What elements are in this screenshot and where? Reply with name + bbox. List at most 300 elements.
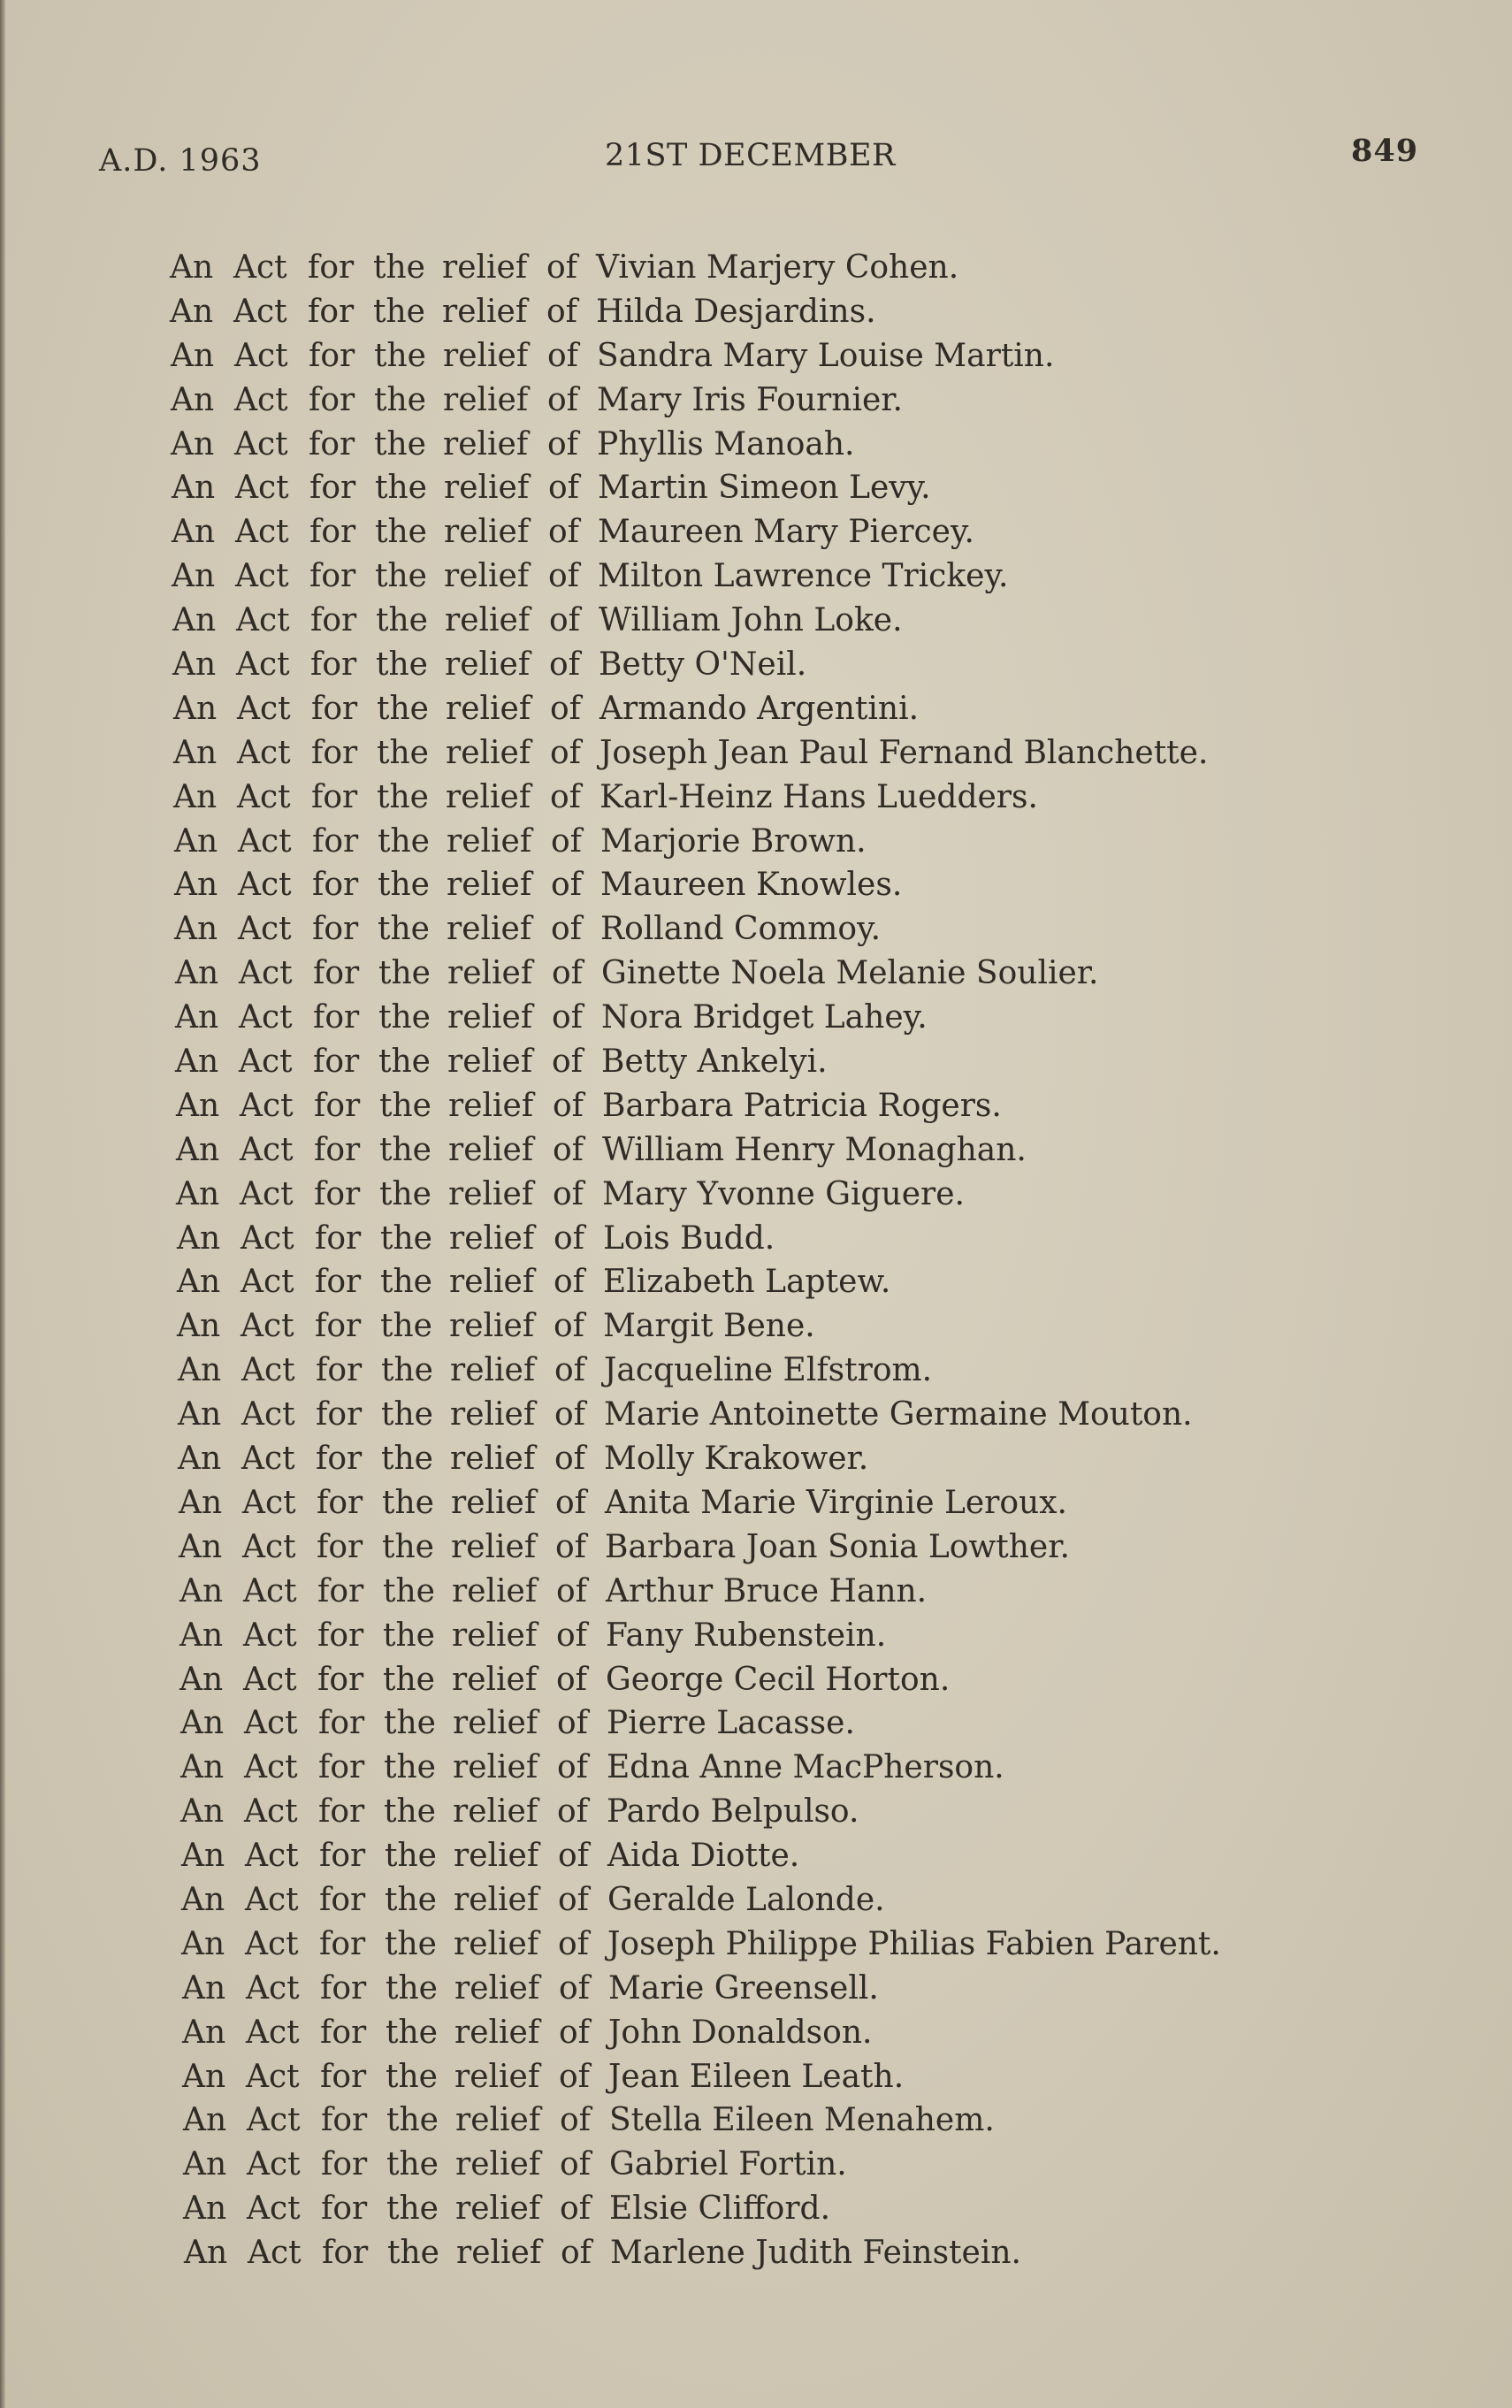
word-for: for [321,2146,368,2183]
act-entry [8,1349,1512,1393]
word-the: the [384,1749,436,1786]
word-the: the [384,1705,436,1742]
word-an: An [179,1528,223,1565]
word-the: the [375,470,427,507]
act-entry [8,1393,1512,1437]
word-an: An [176,1131,220,1168]
act-person-name: Marie Greensell. [608,1969,879,2007]
act-entry [10,1614,1512,1658]
word-for: for [310,602,357,639]
act-entry [7,1260,1512,1304]
word-of: of [559,2014,590,2051]
word-of: of [554,1396,585,1433]
word-for: for [321,2190,368,2228]
act-person-name: Rolland Commoy. [600,911,882,948]
word-the: the [379,1131,431,1168]
word-relief: relief [452,1661,538,1698]
act-person-name: Marlene Judith Feinstein. [610,2235,1021,2272]
word-an: An [178,1396,222,1433]
word-of: of [561,2235,592,2272]
word-relief: relief [448,1087,534,1124]
word-an: An [174,822,218,860]
act-entry [3,599,1512,643]
word-the: the [385,1838,437,1875]
word-of: of [553,1087,584,1124]
word-relief: relief [447,955,533,992]
act-person-name: Sandra Mary Louise Martin. [597,337,1055,374]
word-an: An [180,1749,225,1786]
act-entry [1,423,1512,467]
word-the: the [378,867,430,904]
word-the: the [386,2146,439,2183]
word-the: the [384,1793,436,1831]
word-an: An [177,1308,221,1345]
act-entry [11,1746,1512,1790]
word-the: the [376,602,428,639]
word-for: for [322,2235,369,2272]
act-person-name: Jean Eileen Leath. [608,2058,905,2095]
word-for: for [317,1484,363,1521]
word-act: Act [240,1131,294,1168]
word-act: Act [245,1881,299,1918]
word-relief: relief [452,1572,538,1609]
word-act: Act [235,514,289,551]
word-act: Act [246,2058,300,2095]
word-for: for [317,1572,364,1609]
act-entry [9,1525,1512,1570]
act-person-name: Phyllis Manoah. [597,425,855,462]
act-person-name: Molly Krakower. [604,1441,869,1478]
act-entry [13,2143,1512,2187]
word-act: Act [241,1219,294,1257]
act-person-name: Gabriel Fortin. [609,2146,847,2183]
act-entry [4,776,1512,820]
word-act: Act [233,293,287,330]
act-entry [6,1128,1512,1173]
act-entry [3,643,1512,687]
word-an: An [172,558,216,595]
word-act: Act [244,1793,298,1831]
word-for: for [314,1131,361,1168]
word-act: Act [247,2146,301,2183]
word-relief: relief [444,558,530,595]
word-of: of [558,1838,589,1875]
word-act: Act [239,955,293,992]
word-relief: relief [446,734,531,771]
word-the: the [382,1528,434,1565]
word-relief: relief [449,1308,535,1345]
word-of: of [560,2190,591,2228]
act-person-name: George Cecil Horton. [606,1661,951,1698]
word-of: of [557,1705,588,1742]
act-entry [5,952,1512,996]
word-relief: relief [442,293,528,330]
word-for: for [309,381,355,418]
word-the: the [386,2014,438,2051]
word-for: for [309,558,356,595]
word-relief: relief [450,1352,536,1389]
act-list [0,246,1512,2275]
word-of: of [552,955,583,992]
word-the: the [385,1925,437,1962]
word-act: Act [247,2102,301,2139]
word-the: the [375,558,427,595]
word-act: Act [241,1396,295,1433]
word-act: Act [241,1264,294,1301]
word-of: of [546,249,577,286]
word-act: Act [233,249,287,286]
word-relief: relief [447,911,532,948]
word-act: Act [247,2190,301,2228]
word-act: Act [242,1484,296,1521]
word-the: the [386,2058,438,2095]
word-for: for [308,249,355,286]
word-relief: relief [454,1838,539,1875]
word-the: the [373,293,425,330]
word-act: Act [244,1749,298,1786]
word-an: An [179,1617,224,1654]
word-for: for [308,293,355,330]
word-the: the [378,1043,431,1081]
word-relief: relief [456,2235,542,2272]
word-relief: relief [451,1484,537,1521]
word-the: the [377,778,429,815]
word-act: Act [235,470,289,507]
word-an: An [171,425,215,462]
act-person-name: William Henry Monaghan. [602,1131,1027,1168]
word-act: Act [242,1528,296,1565]
word-act: Act [237,734,291,771]
word-of: of [554,1308,584,1345]
word-relief: relief [447,1043,533,1081]
act-entry [4,863,1512,907]
word-relief: relief [445,646,531,684]
word-relief: relief [450,1396,536,1433]
word-an: An [179,1484,223,1521]
word-an: An [171,337,215,374]
word-of: of [548,514,579,551]
word-an: An [178,1441,222,1478]
word-an: An [181,1838,225,1875]
word-act: Act [240,1087,294,1124]
word-act: Act [248,2235,302,2272]
word-for: for [309,337,355,374]
word-act: Act [243,1572,297,1609]
word-the: the [381,1396,433,1433]
word-an: An [172,646,217,684]
act-person-name: Jacqueline Elfstrom. [604,1352,933,1389]
word-for: for [317,1617,364,1654]
word-act: Act [236,646,290,684]
word-an: An [178,1352,222,1389]
word-of: of [556,1661,587,1698]
word-relief: relief [454,1925,539,1962]
word-an: An [175,999,219,1036]
word-act: Act [246,2014,300,2051]
word-act: Act [245,1925,299,1962]
word-relief: relief [454,1881,539,1918]
word-act: Act [243,1661,297,1698]
word-for: for [310,646,357,684]
word-the: the [387,2235,439,2272]
word-of: of [555,1484,586,1521]
word-act: Act [238,867,292,904]
word-relief: relief [455,2146,541,2183]
word-the: the [378,822,430,860]
word-relief: relief [455,2102,541,2139]
act-person-name: Betty O'Neil. [599,646,807,684]
act-entry [11,1878,1512,1923]
word-act: Act [244,1705,298,1742]
act-person-name: Fany Rubenstein. [606,1617,887,1654]
word-an: An [172,514,216,551]
word-for: for [316,1352,363,1389]
act-entry [4,731,1512,776]
word-of: of [550,690,581,727]
act-person-name: Vivian Marjery Cohen. [596,249,959,286]
word-the: the [374,381,426,418]
word-for: for [320,2058,367,2095]
word-act: Act [236,602,290,639]
word-relief: relief [445,602,531,639]
word-act: Act [238,911,292,948]
word-for: for [318,1705,365,1742]
word-of: of [547,425,578,462]
act-person-name: Elsie Clifford. [609,2190,831,2228]
word-the: the [377,690,429,727]
word-for: for [318,1793,365,1831]
word-of: of [546,293,577,330]
word-for: for [320,1969,367,2007]
act-entry [12,2011,1512,2055]
word-the: the [380,1219,432,1257]
act-person-name: Edna Anne MacPherson. [607,1749,1004,1786]
word-an: An [175,955,219,992]
word-relief: relief [455,2190,541,2228]
word-relief: relief [446,690,531,727]
act-person-name: Pierre Lacasse. [607,1705,855,1742]
word-an: An [177,1219,221,1257]
act-person-name: Stella Eileen Menahem. [609,2102,995,2139]
act-entry [0,246,1512,290]
word-for: for [321,2102,368,2139]
word-an: An [174,911,218,948]
word-of: of [554,1352,585,1389]
word-act: Act [240,1175,294,1212]
word-relief: relief [449,1219,535,1257]
word-the: the [380,1264,432,1301]
word-of: of [551,911,582,948]
word-relief: relief [448,1131,534,1168]
act-person-name: Pardo Belpulso. [607,1793,859,1831]
act-entry [12,1967,1512,2011]
word-of: of [551,867,582,904]
word-the: the [375,514,427,551]
act-person-name: Marjorie Brown. [600,822,867,860]
word-an: An [180,1793,225,1831]
act-person-name: Milton Lawrence Trickey. [598,558,1009,595]
word-the: the [381,1441,433,1478]
word-relief: relief [444,514,530,551]
word-for: for [311,734,358,771]
act-entry [7,1304,1512,1349]
word-of: of [558,1925,589,1962]
word-act: Act [237,778,291,815]
word-of: of [556,1617,587,1654]
word-relief: relief [448,1175,534,1212]
word-act: Act [239,1043,293,1081]
act-entry [11,1923,1512,1967]
word-the: the [386,2102,439,2139]
act-person-name: Aida Diotte. [607,1838,800,1875]
act-entry [1,334,1512,378]
word-of: of [547,381,578,418]
word-an: An [181,1881,225,1918]
word-of: of [560,2146,591,2183]
word-for: for [315,1219,362,1257]
act-entry [4,687,1512,731]
word-for: for [315,1308,362,1345]
act-entry [14,2231,1512,2275]
word-an: An [180,1705,225,1742]
act-entry [6,1173,1512,1217]
word-for: for [316,1441,363,1478]
word-of: of [553,1131,584,1168]
act-person-name: Arthur Bruce Hann. [606,1572,928,1609]
word-relief: relief [447,822,532,860]
word-for: for [316,1396,363,1433]
word-for: for [314,1175,361,1212]
act-person-name: Mary Iris Fournier. [597,381,903,418]
word-an: An [183,2190,227,2228]
word-relief: relief [443,381,529,418]
word-an: An [170,293,214,330]
word-act: Act [243,1617,297,1654]
act-person-name: John Donaldson. [608,2014,873,2051]
word-for: for [309,470,356,507]
act-person-name: Elizabeth Laptew. [603,1264,891,1301]
act-entry [1,378,1512,423]
word-relief: relief [454,2058,540,2095]
word-act: Act [234,337,288,374]
word-relief: relief [453,1749,538,1786]
word-an: An [171,381,215,418]
act-person-name: Anita Marie Virginie Leroux. [605,1484,1067,1521]
act-entry [11,1834,1512,1878]
word-the: the [380,1308,432,1345]
word-of: of [548,470,579,507]
word-an: An [173,734,218,771]
word-for: for [319,1925,366,1962]
word-an: An [182,1969,226,2007]
word-relief: relief [444,470,530,507]
act-entry [11,1790,1512,1834]
word-of: of [559,1969,590,2007]
word-act: Act [234,381,288,418]
word-act: Act [245,1838,299,1875]
page-number: 849 [1351,133,1419,169]
word-an: An [182,2014,226,2051]
word-the: the [382,1484,434,1521]
act-entry [2,510,1512,554]
act-entry [9,1481,1512,1525]
word-act: Act [246,1969,300,2007]
word-of: of [549,602,580,639]
word-relief: relief [446,778,531,815]
word-relief: relief [442,249,528,286]
act-person-name: Ginette Noela Melanie Soulier. [601,955,1099,992]
word-for: for [314,1087,361,1124]
word-of: of [556,1572,587,1609]
word-an: An [183,2146,227,2183]
word-of: of [557,1749,588,1786]
act-person-name: Hilda Desjardins. [596,293,876,330]
act-person-name: Martin Simeon Levy. [598,470,931,507]
act-person-name: Geralde Lalonde. [607,1881,885,1918]
date-label: 21ST DECEMBER [605,138,896,173]
word-the: the [386,2190,439,2228]
word-of: of [554,1441,585,1478]
act-person-name: William John Loke. [599,602,903,639]
act-person-name: Lois Budd. [603,1219,775,1257]
word-of: of [550,734,581,771]
word-the: the [376,646,428,684]
word-of: of [559,2058,590,2095]
word-the: the [374,425,426,462]
word-act: Act [239,999,293,1036]
word-for: for [317,1528,363,1565]
word-for: for [312,867,359,904]
act-person-name: Barbara Joan Sonia Lowther. [605,1528,1070,1565]
act-entry [13,2098,1512,2143]
word-for: for [320,2014,367,2051]
word-for: for [311,690,358,727]
act-entry [12,2055,1512,2099]
word-for: for [319,1881,366,1918]
word-the: the [385,1881,437,1918]
word-the: the [383,1617,435,1654]
word-relief: relief [451,1528,537,1565]
word-an: An [184,2235,228,2272]
word-relief: relief [454,2014,540,2051]
word-an: An [183,2102,227,2139]
word-relief: relief [447,867,532,904]
word-for: for [313,1043,360,1081]
word-of: of [550,778,581,815]
act-entry [11,1701,1512,1746]
word-act: Act [241,1352,295,1389]
word-the: the [379,1087,431,1124]
year-label: A.D. 1963 [99,143,262,179]
word-an: An [181,1925,225,1962]
word-the: the [379,1175,431,1212]
word-of: of [554,1219,584,1257]
word-an: An [172,602,217,639]
word-act: Act [234,425,288,462]
act-person-name: Joseph Jean Paul Fernand Blanchette. [599,734,1209,771]
word-the: the [378,999,431,1036]
word-relief: relief [454,1969,540,2007]
word-of: of [552,1043,583,1081]
word-an: An [172,470,216,507]
word-an: An [173,690,218,727]
word-an: An [176,1175,220,1212]
word-relief: relief [443,425,529,462]
act-entry [4,907,1512,952]
word-of: of [548,558,579,595]
word-for: for [312,822,359,860]
word-of: of [554,1264,584,1301]
